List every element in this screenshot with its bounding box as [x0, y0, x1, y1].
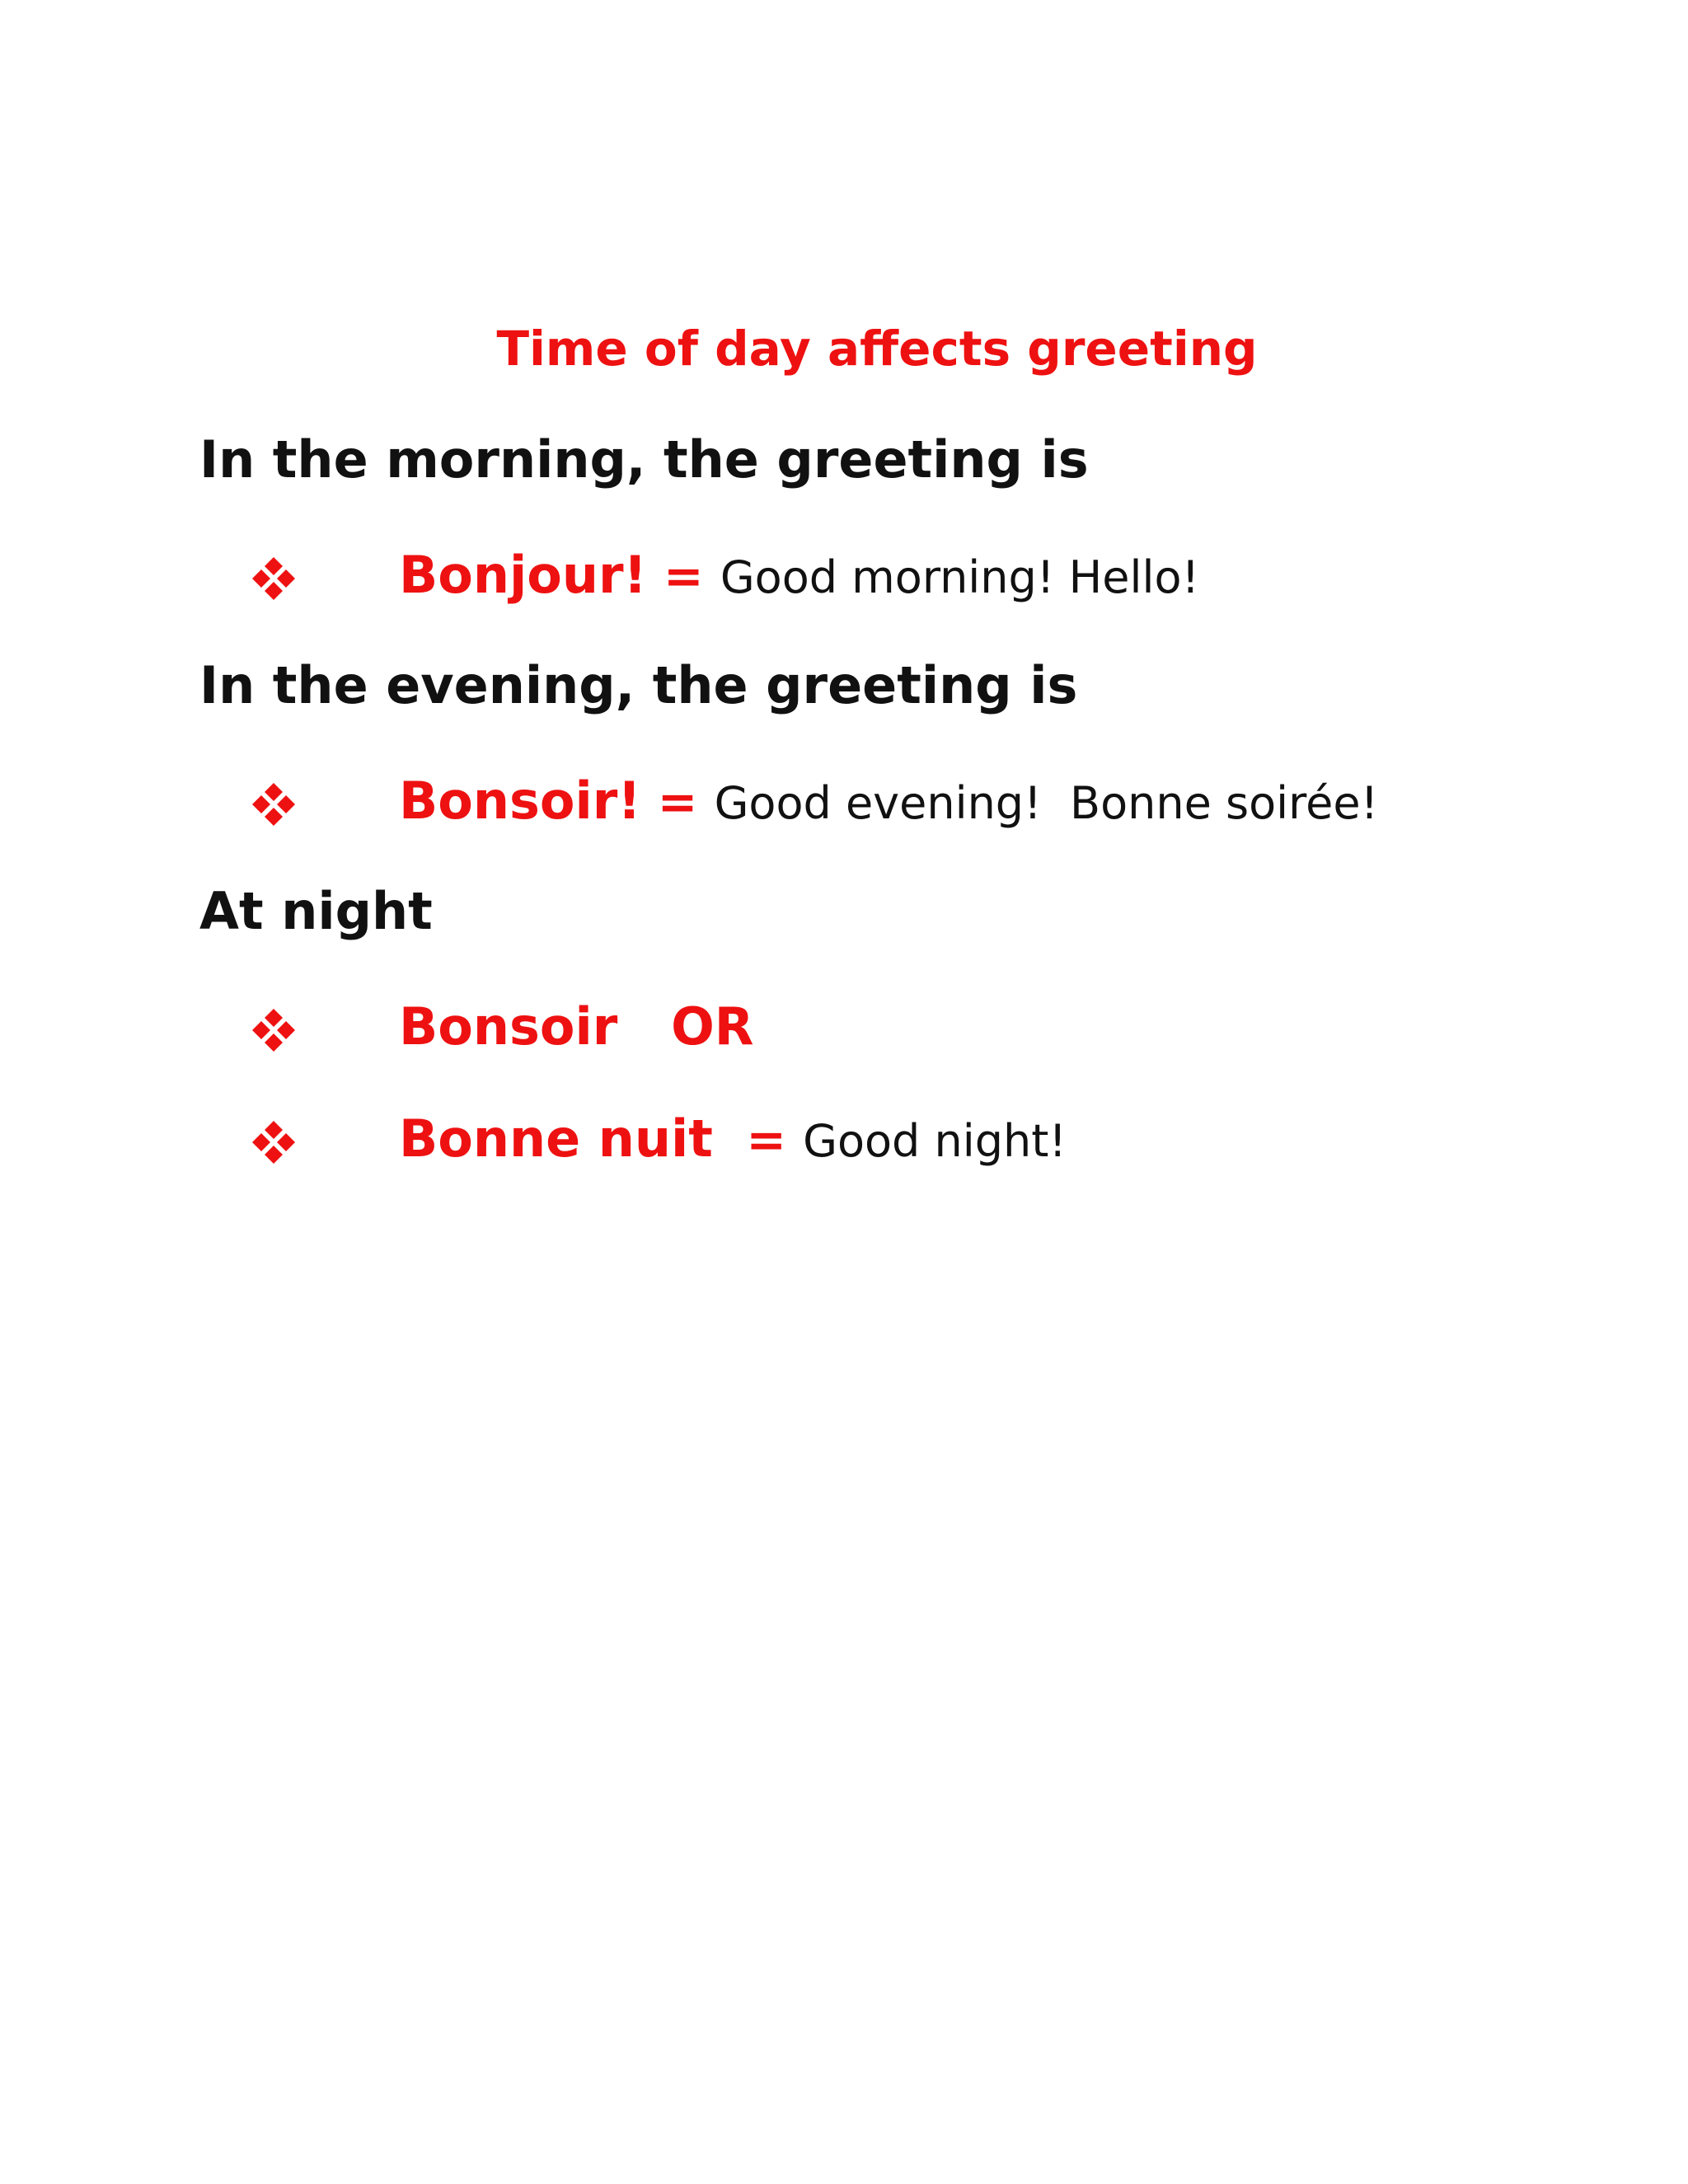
four-diamond-bullet-icon	[251, 555, 297, 602]
equals-sign: =	[640, 774, 715, 830]
greeting-meaning: Good morning! Hello!	[720, 551, 1200, 603]
section-heading-evening: In the evening, the greeting is	[199, 655, 1078, 715]
section-heading-morning: In the morning, the greeting is	[199, 429, 1089, 490]
greeting-term: Bonsoir OR	[399, 996, 754, 1057]
four-diamond-bullet-icon	[251, 1119, 297, 1165]
page-title: Time of day affects greeting	[496, 321, 1258, 377]
greeting-meaning: Good night!	[803, 1115, 1067, 1167]
equals-sign: =	[646, 548, 720, 604]
equals-sign: =	[712, 1112, 804, 1168]
section-heading-night: At night	[199, 881, 433, 941]
greeting-term: Bonne nuit	[399, 1108, 713, 1169]
four-diamond-bullet-icon	[251, 1007, 297, 1053]
four-diamond-bullet-icon	[251, 781, 297, 827]
greeting-term: Bonjour!	[399, 545, 647, 605]
greeting-term: Bonsoir!	[399, 771, 641, 831]
greeting-meaning: Good evening! Bonne soirée!	[714, 777, 1379, 829]
